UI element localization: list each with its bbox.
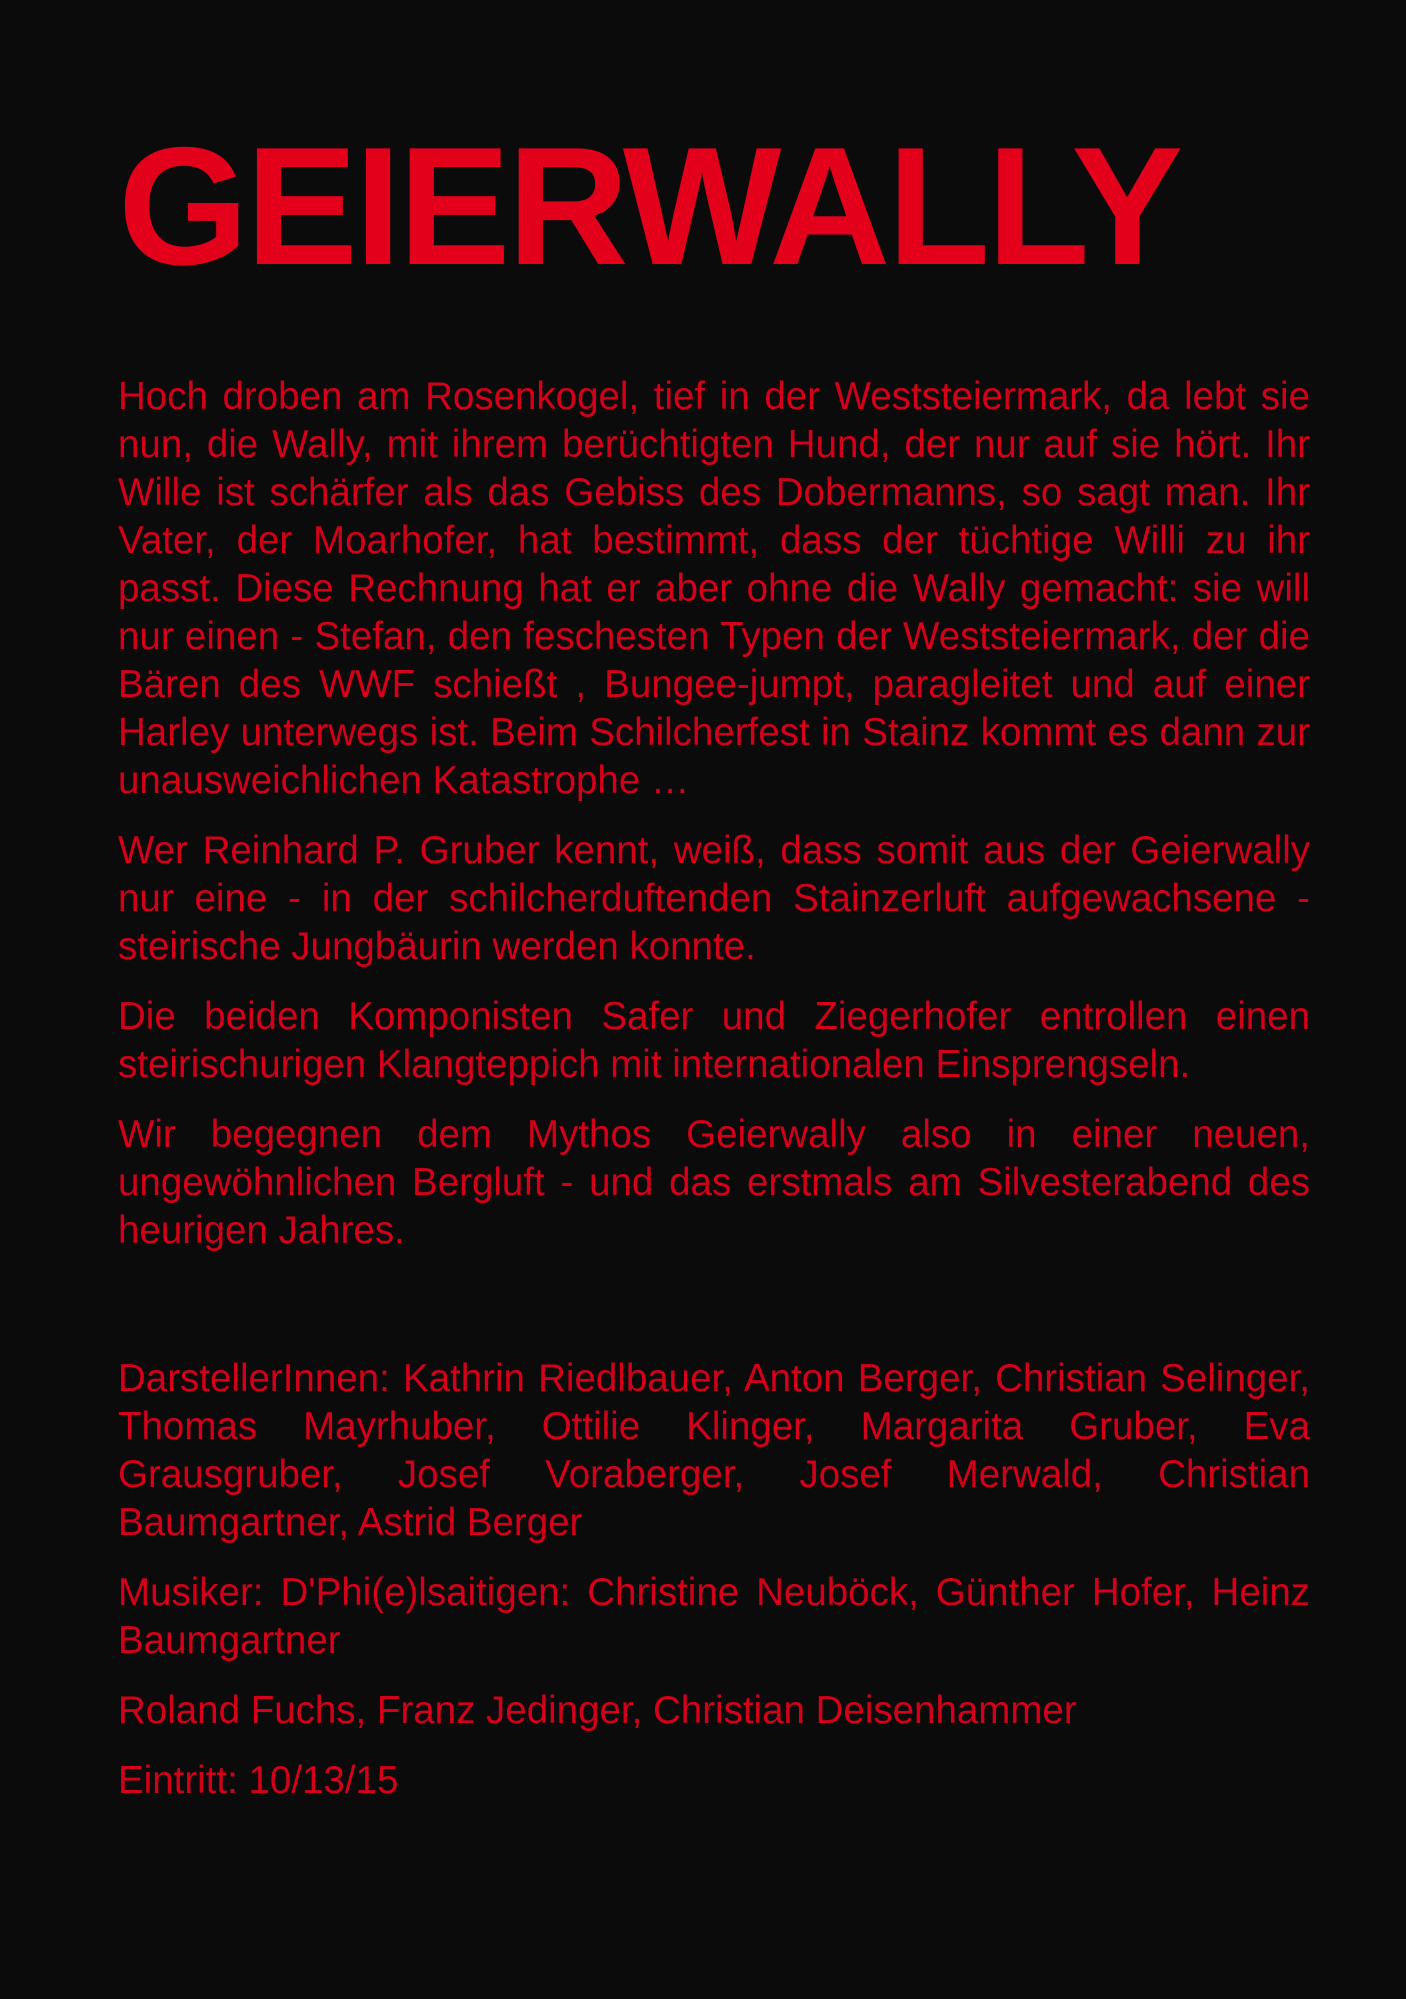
cast-credits: DarstellerInnen: Kathrin Riedlbauer, Anton Berger, Christian Selinger, Thomas Mayrhuber, Ottilie Klinger, Margarita Gruber, Eva Grausgruber, Josef Voraberger, Josef Merwald, Christian Baumgartner, Astrid Berger [118, 1357, 1310, 1544]
description-paragraph-3: Die beiden Komponisten Safer und Ziegerhofer entrollen einen steirischurigen Klangteppich mit internationalen Einsprengseln. [118, 995, 1310, 1086]
page-title: GEIERWALLY [118, 112, 1181, 300]
admission-info: Eintritt: 10/13/15 [118, 1759, 399, 1802]
description-paragraph-1: Hoch droben am Rosenkogel, tief in der Weststeiermark, da lebt sie nun, die Wally, mit ihrem berüchtigten Hund, der nur auf sie hört. Ihr Wille ist schärfer als das Gebiss des Dobermanns, so sagt man. Ihr Vater, der Moarhofer, hat bestimmt, dass der tüchtige Willi zu ihr passt. Diese Rechnung hat er aber ohne die Wally gemacht: sie will nur einen - Stefan, den feschesten Typen der Weststeiermark, der die Bären des WWF schießt , Bungee-jumpt, paragleitet und auf einer Harley unterwegs ist. Beim Schilcherfest in Stainz kommt es dann zur unausweichlichen Katastrophe … [118, 375, 1310, 802]
musician-credits: Musiker: D'Phi(e)lsaitigen: Christine Neuböck, Günther Hofer, Heinz Baumgartner [118, 1571, 1310, 1662]
other-credits: Roland Fuchs, Franz Jedinger, Christian Deisenhammer [118, 1689, 1077, 1732]
section-divider-space [118, 1255, 1310, 1355]
description-paragraph-2: Wer Reinhard P. Gruber kennt, weiß, dass somit aus der Geierwally nur eine - in der schilcherduftenden Stainzerluft aufgewachsene - steirische Jungbäurin werden konnte. [118, 829, 1310, 968]
flyer-content [118, 373, 1310, 1805]
description-paragraph-4: Wir begegnen dem Mythos Geierwally also in einer neuen, ungewöhnlichen Bergluft - und das erstmals am Silvesterabend des heurigen Jahres. [118, 1113, 1310, 1252]
